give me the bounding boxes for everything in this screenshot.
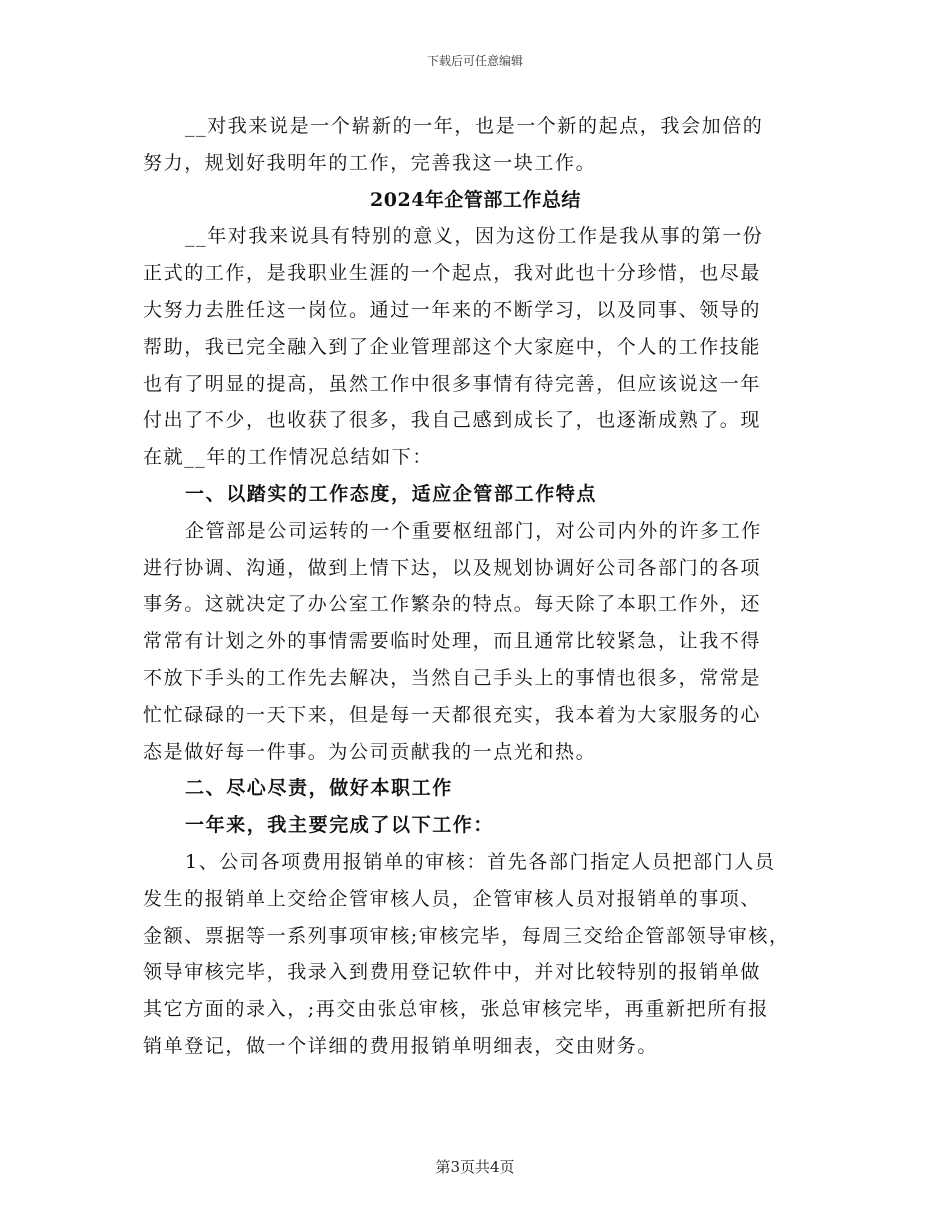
document-title: 2024年企管部工作总结 — [370, 188, 581, 211]
paragraph-line: 金额、票据等一系列事项审核;审核完毕，每周三交给企管部领导审核， — [143, 924, 790, 947]
paragraph-line: 1、公司各项费用报销单的审核：首先各部门指定人员把部门人员 — [185, 850, 776, 873]
paragraph-line: 努力，规划好我明年的工作，完善我这一块工作。 — [143, 151, 597, 174]
section-heading: 一、以踏实的工作态度，适应企管部工作特点 — [185, 482, 598, 505]
paragraph-line: 领导审核完毕，我录入到费用登记软件中，并对比较特别的报销单做 — [143, 961, 762, 984]
paragraph-line: 帮助，我已完全融入到了企业管理部这个大家庭中，个人的工作技能 — [143, 335, 762, 358]
paragraph-line: 在就__年的工作情况总结如下： — [143, 446, 434, 469]
paragraph-line: 事务。这就决定了办公室工作繁杂的特点。每天除了本职工作外，还 — [143, 593, 762, 616]
paragraph-line: 其它方面的录入，;再交由张总审核，张总审核完毕，再重新把所有报 — [143, 998, 770, 1021]
paragraph-line: 也有了明显的提高，虽然工作中很多事情有待完善，但应该说这一年 — [143, 372, 762, 395]
paragraph-line: 进行协调、沟通，做到上情下达，以及规划协调好公司各部门的各项 — [143, 556, 762, 579]
paragraph-line: 销单登记，做一个详细的费用报销单明细表，交由财务。 — [143, 1034, 659, 1057]
paragraph-line: 发生的报销单上交给企管审核人员，企管审核人员对报销单的事项、 — [143, 887, 762, 910]
document-body — [143, 108, 808, 1065]
page-number: 第3页共4页 — [435, 1158, 515, 1176]
paragraph-line: 不放下手头的工作先去解决，当然自己手头上的事情也很多，常常是 — [143, 666, 762, 689]
paragraph-line: __年对我来说具有特别的意义，因为这份工作是我从事的第一份 — [185, 225, 764, 248]
paragraph-line: 企管部是公司运转的一个重要枢纽部门，对公司内外的许多工作 — [185, 519, 762, 542]
paragraph-line: 大努力去胜任这一岗位。通过一年来的不断学习，以及同事、领导的 — [143, 298, 762, 321]
page-header: 下载后可任意编辑 — [426, 54, 523, 68]
sub-heading: 一年来，我主要完成了以下工作： — [185, 814, 495, 837]
paragraph-line: 付出了不少，也收获了很多，我自己感到成长了，也逐渐成熟了。现 — [143, 409, 762, 432]
paragraph-line: 忙忙碌碌的一天下来，但是每一天都很充实，我本着为大家服务的心 — [143, 703, 762, 726]
paragraph-line: 常常有计划之外的事情需要临时处理，而且通常比较紧急，让我不得 — [143, 630, 762, 653]
section-heading: 二、尽心尽责，做好本职工作 — [185, 777, 453, 800]
paragraph-line: 正式的工作，是我职业生涯的一个起点，我对此也十分珍惜，也尽最 — [143, 262, 762, 285]
paragraph-line: __对我来说是一个崭新的一年，也是一个新的起点，我会加倍的 — [185, 115, 764, 137]
paragraph-line: 态是做好每一件事。为公司贡献我的一点光和热。 — [143, 740, 597, 763]
